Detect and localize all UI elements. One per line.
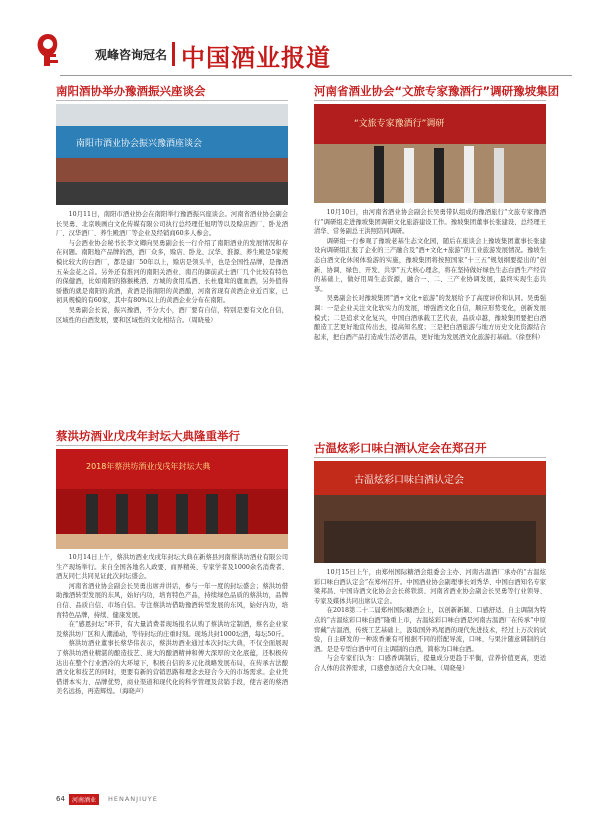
header-divider: [172, 42, 175, 66]
magazine-logo-icon: [30, 30, 88, 70]
article-1-photo: [56, 104, 288, 205]
photo-1-banner: 南阳市酒业协会振兴豫酒座谈会: [76, 139, 203, 149]
article-2-title: 河南省酒业协会“文旅专家豫酒行”调研豫坡集团: [314, 84, 560, 98]
article-4-photo: [314, 461, 546, 563]
page-number: 64: [56, 795, 65, 803]
article-3-rule: [56, 445, 288, 446]
column-label: 观峰咨询冠名: [95, 48, 168, 62]
magazine-badge: 河南酒业: [69, 794, 99, 805]
article-2-body: 10月10日，由河南省酒业协会副会长吴勇带队组成的豫酒旅行“文旅专家豫酒行”调研组走进豫坡集团调研文化旅游建设工作。豫坡集团董事长张建设、总经理王清华、常务副总王洪照陪同调研。 调研组一行参观了豫坡老基生态文化园，随后在座谈会上豫坡集团董事长张建设向调研组汇报了企业的三产融合及“酒+文化+旅游”的工业旅游发展情况。豫坡生态白酒文化休闲体验游的实施，豫坡集团将按照国家“十三五”规划纲要提出的“创新、协调、绿色、开发、共享”五大核心理念，将在坚持做好绿色生态白酒生产经营的基础上，做好用周生态资源，融合一、二、三产业协调发展，最终实现生态共享。 吴勇副会长对豫坡集团“酒+文化+旅游”的发展给予了高度评价和认同。吴勇强调：一是企业关注文化软实力的发展，增强酒文化自信，顺应形势变化，创新发展模式；二是追求文化复兴，中国白酒承载工艺代表，品质卓越，豫坡集团要把白酒酿造工艺更好地宣传出去，提高知名度；三是把白酒旅游与地方历史文化资源结合起来，把白酒产品打造成生活必需品，更好地为发展酒文化旅游打基础。（徐登科）: [314, 209, 546, 341]
article-4-body: 10月15日上午，由郑州国际糖酒会组委会主办、河南古温酒厂承办的“古温炫彩口味白酒认定会”在郑州召开。中国酒业协会副理事长刘秀华、中国白酒知名专家梁邦昌、中国诗酒文化协会会长蒋铁滨、河南省酒业协会副会长吴勇等行业领导、专家及媒体共同出席认定会。 在2018第二十二届郑州国际糖酒会上，以创新新颖、口感舒适、自主调制为特点的“古温炫彩口味白酒”隆重上市，古温炫彩口味白酒是河南古温酒厂在传承“中原窖藏”古温酒，传统工艺基础上，汲取国外鸡尾酒的现代先进技术，经过上万次的试验，自主研发的一种浓香兼有可根据不同的搭配导流，口味、与果汁随意调制的白酒。是是专型白酒中可自主调制的白酒，简称为口味白酒。 与会专家们认为：口感香调制后，提量成分更趋于平衡，营养价值更高，更适合人体的营养需求，口感愈加适合大众口味。（周晓曼）: [314, 569, 546, 672]
article-3-photo: [56, 449, 288, 549]
photo-2-banner: “文旅专家豫酒行”调研: [354, 119, 445, 129]
article-1-title: 南阳酒协举办豫酒振兴座谈会: [56, 84, 206, 98]
article-4-rule: [314, 457, 546, 458]
photo-4-banner: 古温炫彩口味白酒认定会: [354, 475, 464, 486]
photo-3-banner: 2018年蔡洪坊酒业戊戌年封坛大典: [86, 462, 211, 471]
article-3-body: 10月14日上午，蔡洪坊酒业戊戌年封坛大典在新蔡县河南蔡洪坊酒业有限公司生产现场举行。来自全国各地名人政要、商界精英、专家学者及1000余名消费者、酒友同仁共同见证此次封坛盛会。 河南省酒业协会副会长吴勇出席并讲话，参与一年一度的封坛盛会；蔡洪坊借助豫酒转型发展的东风，始好内功，培育特色产品，持续绿色品质的蔡洪坊，品牌自信、品质自信、市场自信。专注蔡洪坊借助豫酒转型发展的东风，始好内功，培育特色品牌，持续、健康发展。 在“感恩封坛”环节，有大量消费者现场报名认购了蔡洪坊定制酒，蔡名企业家及蔡洪坊厂区和人潮涌动，等待封坛的庄重时刻。现场共封1000坛酒，每坛50斤。 蔡洪坊酒业董事长蔡华伟表示，蔡洪坊酒业通过本次封坛大典，不仅全面展现了蔡洪坊酒业精湛的酿造技艺、庞大的酿酒精神和傅大深厚的文化底蕴，还积极传达出在整个行业酒冷的大环境下，积极自信的多元化战略发展布局，在传承古法酿酒文化和技艺的同时，更要有新的营销思路和理念去迎合今天的市场需求。企业凭借谱本实力、品牌优势，商业渠道和现代化的科学管理及营销手段，使古老的蔡酒美名远扬，再造辉煌。（海晓声）: [56, 554, 288, 696]
header-rule: [60, 75, 572, 76]
article-2-photo: [314, 104, 546, 203]
section-title: 中国酒业报道: [181, 44, 331, 72]
article-1-rule: [56, 100, 288, 101]
article-4-title: 古温炫彩口味白酒认定会在郑召开: [314, 441, 487, 455]
magazine-latin: HENANJIUYE: [108, 795, 158, 803]
article-1-body: 10月11日，南阳市酒业协会在南阳举行豫酒振兴座谈会。河南省酒业协会副会长吴勇、北京映画白文化传媒有限公司执行总经理任旭明等以及赊店酒厂、卧龙酒厂、汉华酒厂、养生殿酒厂等企业及经销商60多人参会。 与会酒业协会秘书长李文卿向吴勇副会长一行介绍了南阳酒业的发展情况和存在问题。南阳地产品牌的酒，酒厂众多，赊店、卧龙、汉华、淮源、养生殿是5家规模比较大的白酒厂，都是建厂50年以上，赊店是领头羊，也是全国性品牌，是豫酒五朵金花之首。另外还有淮河的南阳关酒业、南召的御前武士酒厂几个比较有特色的保健酒，比如南阳的猕猴桃酒、方城的食用瓜酒、长杜鹿茸的鹿血酒，另外值得骄傲的就是南阳的黄酒，黄酒是指南阳的黄酒酿，河南省现有黄酒企业近百家，已初具规模的有60家，其中有80%以上的黄酒企业分布在南阳。 吴勇副会长说，振兴豫酒，不分大小，酒厂要有自信，特别是要有文化自信，区域性的白酒发展，要和区域性的文化相结合。（周晓曼）: [56, 211, 288, 324]
article-2-rule: [314, 100, 546, 101]
article-3-title: 蔡洪坊酒业戊戌年封坛大典隆重举行: [56, 429, 240, 443]
